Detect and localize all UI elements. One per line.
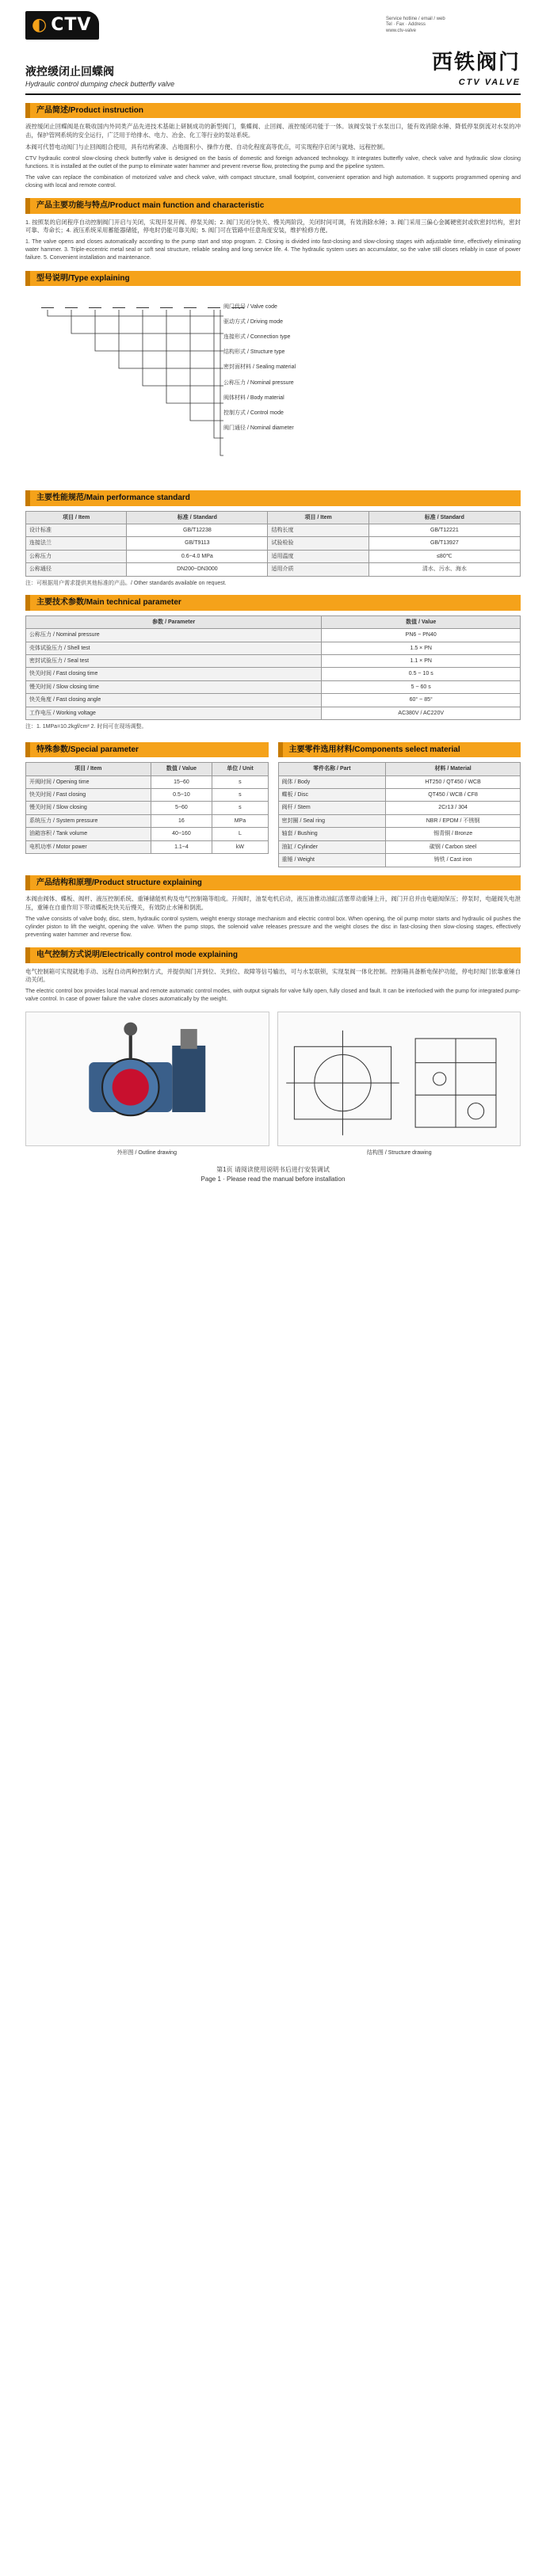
table-cell: 60° ~ 85°: [322, 694, 521, 707]
code-cell: [208, 297, 220, 308]
table-header: 项目 / Item: [26, 511, 127, 524]
table-row: [278, 854, 521, 867]
table-header: 材料 / Material: [386, 763, 521, 775]
contact-line: Tel · Fax · Address: [386, 22, 426, 28]
table-row: [278, 840, 521, 853]
valve-photo: [25, 1012, 269, 1146]
table-cell: 快关时间 / Fast closing time: [26, 668, 322, 680]
table-cell: kW: [212, 840, 268, 853]
table-cell: 电机功率 / Motor power: [26, 840, 151, 853]
table-cell: 蝶板 / Disc: [278, 789, 386, 802]
table-header-row: [26, 615, 521, 628]
table-row: [26, 524, 521, 537]
table-cell: 快关角度 / Fast closing angle: [26, 694, 322, 707]
table-row: [26, 840, 269, 853]
table-row: [26, 707, 521, 719]
table-row: [26, 537, 521, 550]
title-block: [25, 64, 174, 89]
table-header: 数值 / Value: [151, 763, 212, 775]
table-cell: 0.5 ~ 10 s: [322, 668, 521, 680]
table-cell: DN200~DN3000: [127, 563, 268, 576]
table-cell: 公称压力 / Nominal pressure: [26, 629, 322, 642]
table-cell: 阀杆 / Stem: [278, 802, 386, 814]
top-bar: [25, 0, 521, 46]
diagram-row: [25, 1012, 521, 1146]
table-cell: 重锤 / Weight: [278, 854, 386, 867]
table-header-row: [26, 763, 269, 775]
table-cell: 慢关时间 / Slow closing time: [26, 680, 322, 693]
table-cell: ≤80℃: [368, 550, 520, 562]
table-cell: 0.6~4.0 MPa: [127, 550, 268, 562]
table-cell: GB/T9113: [127, 537, 268, 550]
type-item: 结构形式 / Structure type: [223, 349, 285, 356]
table-cell: 15~60: [151, 775, 212, 788]
footer-line: 第1页 请阅读使用说明书后进行安装调试: [216, 1165, 330, 1173]
logo-c-icon: ◐: [32, 15, 48, 36]
section-heading-intro: 产品简述/Product instruction: [25, 103, 521, 119]
table-cell: 连接法兰: [26, 537, 127, 550]
title-cn: 液控缓闭止回蝶阀: [25, 64, 114, 78]
table-cell: GB/T13927: [368, 537, 520, 550]
contact-line: www.ctv-valve: [386, 28, 417, 33]
table-cell: 试验检验: [268, 537, 368, 550]
table-cell: 16: [151, 814, 212, 827]
section-heading-technical: 主要技术参数/Main technical parameter: [25, 595, 521, 611]
structure-drawing: [277, 1012, 521, 1146]
table-row: [26, 814, 269, 827]
brand-cn: 西铁阀门: [431, 51, 521, 74]
logo-text: CTV: [51, 15, 92, 36]
table-cell: 快关时间 / Fast closing: [26, 789, 151, 802]
table-row: [278, 828, 521, 840]
table-cell: 工作电压 / Working voltage: [26, 707, 322, 719]
footer: [25, 1165, 521, 1184]
table-row: [26, 828, 269, 840]
section-heading-structure: 产品结构和原理/Product structure explaining: [25, 875, 521, 891]
brand-block: [432, 49, 521, 89]
table-header-row: [26, 511, 521, 524]
table-row: [26, 629, 521, 642]
type-item: 驱动方式 / Driving mode: [223, 319, 284, 326]
electric-cn: 电气控制箱可实现就地手动、远程自动两种控制方式，并提供阀门开到位、关到位、故障等信号输出，可与水泵联锁，实现泵阀一体化控制。控制箱具备断电保护功能，停电时阀门依靠重锤自动关闭。: [25, 967, 521, 984]
two-column-tables: [25, 734, 521, 867]
code-cell: [65, 297, 78, 308]
table-header: 项目 / Item: [26, 763, 151, 775]
table-cell: QT450 / WCB / CF8: [386, 789, 521, 802]
intro-en-1: CTV hydraulic control slow-closing check butterfly valve is designed on the basis of domestic and foreign advanced technology. It integrates butterfly valve, check valve and hydraulic slow closing functions. It is installed at the outlet of the pump to eliminate water hammer and prevent reverse flow, protecting the pump and the pipeline system.: [25, 155, 521, 170]
type-leader-lines: [41, 310, 223, 476]
table-cell: 1.5 × PN: [322, 642, 521, 654]
features-en: 1. The valve opens and closes automatically according to the pump start and stop program. 2. Closing is divided into fast-closing and slow-closing stages with adjustable time, effectively eliminating water hammer. 3. Triple-eccentric metal seal or soft seal structure, reliable sealing and long service life. 4. The hydraulic system uses an accumulator, so the valve still closes reliably in case of power failure. 5. Convenient installation and maintenance.: [25, 239, 521, 261]
technical-table: [25, 615, 521, 721]
table-cell: 轴套 / Bushing: [278, 828, 386, 840]
code-cell: [184, 297, 197, 308]
code-cell: [41, 297, 54, 308]
table-cell: 锡青铜 / Bronze: [386, 828, 521, 840]
intro-cn-2: 本阀可代替电动阀门与止回阀组合使用，具有结构紧凑、占地面积小、操作方便、自动化程度高等优点，可实现程序启闭与就地、远程控制。: [25, 143, 389, 151]
section-heading-type: 型号说明/Type explaining: [25, 271, 521, 287]
type-item: 公称压力 / Nominal pressure: [223, 379, 294, 386]
logo: [25, 11, 99, 40]
valve-illustration-icon: [26, 1012, 269, 1145]
logo-badge: [25, 11, 99, 40]
table-cell: s: [212, 802, 268, 814]
table-header: 标准 / Standard: [368, 511, 520, 524]
code-cell: [113, 297, 125, 308]
table-cell: 慢关时间 / Slow closing: [26, 802, 151, 814]
table-cell: 设计标准: [26, 524, 127, 537]
table-row: [26, 655, 521, 668]
table-cell: s: [212, 789, 268, 802]
type-item: 连接形式 / Connection type: [223, 334, 291, 341]
features-cn: 1. 按照泵的启闭程序自动控制阀门开启与关闭，实现开泵开阀、停泵关阀；2. 阀门关闭分快关、慢关两阶段，关闭时间可调，有效消除水锤；3. 阀门采用三偏心金属硬密封或软密封结构，密封可靠、寿命长；4. 液压系统采用蓄能器储能，停电时仍能可靠关阀；5. 阀门可在管路中任意角度安装，维护检修方便。: [25, 218, 521, 234]
divider: [25, 93, 521, 95]
table-row: [278, 802, 521, 814]
brand-en: CTV VALVE: [458, 78, 521, 88]
section-heading-features: 产品主要功能与特点/Product main function and characteristic: [25, 198, 521, 214]
table-cell: 适用介质: [268, 563, 368, 576]
table-cell: 适用温度: [268, 550, 368, 562]
performance-note: 注：可根据用户需求提供其他标准的产品。/ Other standards available on request.: [25, 580, 227, 586]
diagram-caption-left: 外形图 / Outline drawing: [116, 1150, 177, 1157]
contact-info: [386, 17, 521, 35]
table-cell: AC380V / AC220V: [322, 707, 521, 719]
intro-en-2: The valve can replace the combination of motorized valve and check valve, with compact structure, small footprint, convenient operation and high automation. It supports programmed opening and closing with local and remote control.: [25, 174, 521, 189]
title-row: [25, 49, 521, 89]
table-row: [26, 550, 521, 562]
footer-line: Page 1 · Please read the manual before installation: [200, 1175, 346, 1183]
table-cell: s: [212, 775, 268, 788]
table-cell: GB/T12238: [127, 524, 268, 537]
table-cell: 5 ~ 60 s: [322, 680, 521, 693]
table-row: [278, 814, 521, 827]
table-row: [26, 642, 521, 654]
table-header: 单位 / Unit: [212, 763, 268, 775]
table-header: 数值 / Value: [322, 615, 521, 628]
table-cell: 公称压力: [26, 550, 127, 562]
code-cell: [136, 297, 149, 308]
table-cell: GB/T12221: [368, 524, 520, 537]
table-cell: 铸铁 / Cast iron: [386, 854, 521, 867]
performance-table: [25, 511, 521, 577]
components-table: [278, 762, 521, 867]
table-cell: NBR / EPDM / 不锈钢: [386, 814, 521, 827]
intro-cn-1: 液控缓闭止回蝶阀是在吸收国内外同类产品先进技术基础上研制成功的新型阀门，集蝶阀、止回阀、液控缓闭功能于一体。该阀安装于水泵出口，能有效消除水锤、降低停泵倒流对水泵的冲击，保护管网系统的安全运行，广泛用于给排水、电力、冶金、化工等行业的泵站系统。: [25, 123, 521, 139]
table-cell: 壳体试验压力 / Shell test: [26, 642, 322, 654]
table-row: [26, 802, 269, 814]
section-heading-components: 主要零件选用材料/Components select material: [278, 742, 521, 758]
table-cell: 开阀时间 / Opening time: [26, 775, 151, 788]
table-header: 项目 / Item: [268, 511, 368, 524]
components-column: [278, 734, 521, 867]
table-cell: 1.1 × PN: [322, 655, 521, 668]
table-cell: 40~160: [151, 828, 212, 840]
table-cell: MPa: [212, 814, 268, 827]
type-diagram: [25, 292, 521, 482]
table-row: [26, 694, 521, 707]
table-cell: 密封试验压力 / Seal test: [26, 655, 322, 668]
table-row: [278, 775, 521, 788]
type-item: 密封面材料 / Sealing material: [223, 364, 296, 371]
table-cell: 结构长度: [268, 524, 368, 537]
structure-drawing-icon: [278, 1012, 521, 1145]
table-cell: 清水、污水、海水: [368, 563, 520, 576]
table-cell: 阀体 / Body: [278, 775, 386, 788]
type-item: 阀门代号 / Valve code: [223, 304, 277, 311]
contact-line: Service hotline / email / web: [386, 16, 445, 21]
type-list: [223, 303, 540, 434]
table-row: [26, 789, 269, 802]
code-cell: [160, 297, 173, 308]
table-cell: 油缸 / Cylinder: [278, 840, 386, 853]
section-heading-special: 特殊参数/Special parameter: [25, 742, 269, 758]
table-cell: 公称通径: [26, 563, 127, 576]
table-cell: 密封圈 / Seal ring: [278, 814, 386, 827]
table-header-row: [278, 763, 521, 775]
type-item: 阀门通径 / Nominal diameter: [223, 425, 294, 431]
table-cell: 2Cr13 / 304: [386, 802, 521, 814]
diagram-captions: [25, 1146, 521, 1157]
table-cell: 油箱容积 / Tank volume: [26, 828, 151, 840]
table-row: [278, 789, 521, 802]
table-header: 标准 / Standard: [127, 511, 268, 524]
table-cell: 系统压力 / System pressure: [26, 814, 151, 827]
type-item: 控制方式 / Control mode: [223, 410, 284, 416]
special-column: [25, 734, 269, 867]
table-cell: 5~60: [151, 802, 212, 814]
title-en: Hydraulic control dumping check butterfly valve: [25, 79, 175, 88]
table-row: [26, 775, 269, 788]
table-row: [26, 563, 521, 576]
structure-cn: 本阀由阀体、蝶板、阀杆、液压控制系统、重锤储能机构及电气控制箱等组成。开阀时，油泵电机启动，液压油推动油缸活塞带动重锤上升，阀门开启并由电磁阀保压；停泵时，电磁阀失电泄压，重锤在自重作用下带动蝶板先快关后慢关，有效防止水锤和倒流。: [25, 895, 521, 911]
section-heading-performance: 主要性能规范/Main performance standard: [25, 490, 521, 506]
table-row: [26, 668, 521, 680]
diagram-caption-right: 结构图 / Structure drawing: [366, 1150, 432, 1157]
section-heading-electric: 电气控制方式说明/Electrically control mode explaining: [25, 947, 521, 963]
table-cell: 0.5~10: [151, 789, 212, 802]
table-cell: HT250 / QT450 / WCB: [386, 775, 521, 788]
table-row: [26, 680, 521, 693]
table-cell: PN6 ~ PN40: [322, 629, 521, 642]
table-cell: 碳钢 / Carbon steel: [386, 840, 521, 853]
type-item: 阀体材料 / Body material: [223, 394, 284, 401]
table-cell: 1.1~4: [151, 840, 212, 853]
table-cell: L: [212, 828, 268, 840]
table-header: 零件名称 / Part: [278, 763, 386, 775]
structure-en: The valve consists of valve body, disc, stem, hydraulic control system, weight energy storage mechanism and electric control box. When opening, the oil pump motor starts and hydraulic oil pushes the cylinder piston to lift the weight, opening the valve. When the pump stops, the solenoid valve releases pressure and the weight closes the disc in fast-closing then slow-closing stages, effectively preventing water hammer and reverse flow.: [25, 916, 521, 938]
technical-note: 注：1. 1MPa=10.2kgf/cm² 2. 时间可在现场调整。: [25, 724, 147, 730]
code-cell: [89, 297, 101, 308]
table-header: 参数 / Parameter: [26, 615, 322, 628]
special-table: [25, 762, 269, 854]
electric-en: The electric control box provides local manual and remote automatic control modes, with output signals for valve fully open, fully closed and fault. It can be interlocked with the pump for integrated pump-valve control. In case of power failure the valve closes automatically by the weight.: [25, 989, 521, 1003]
